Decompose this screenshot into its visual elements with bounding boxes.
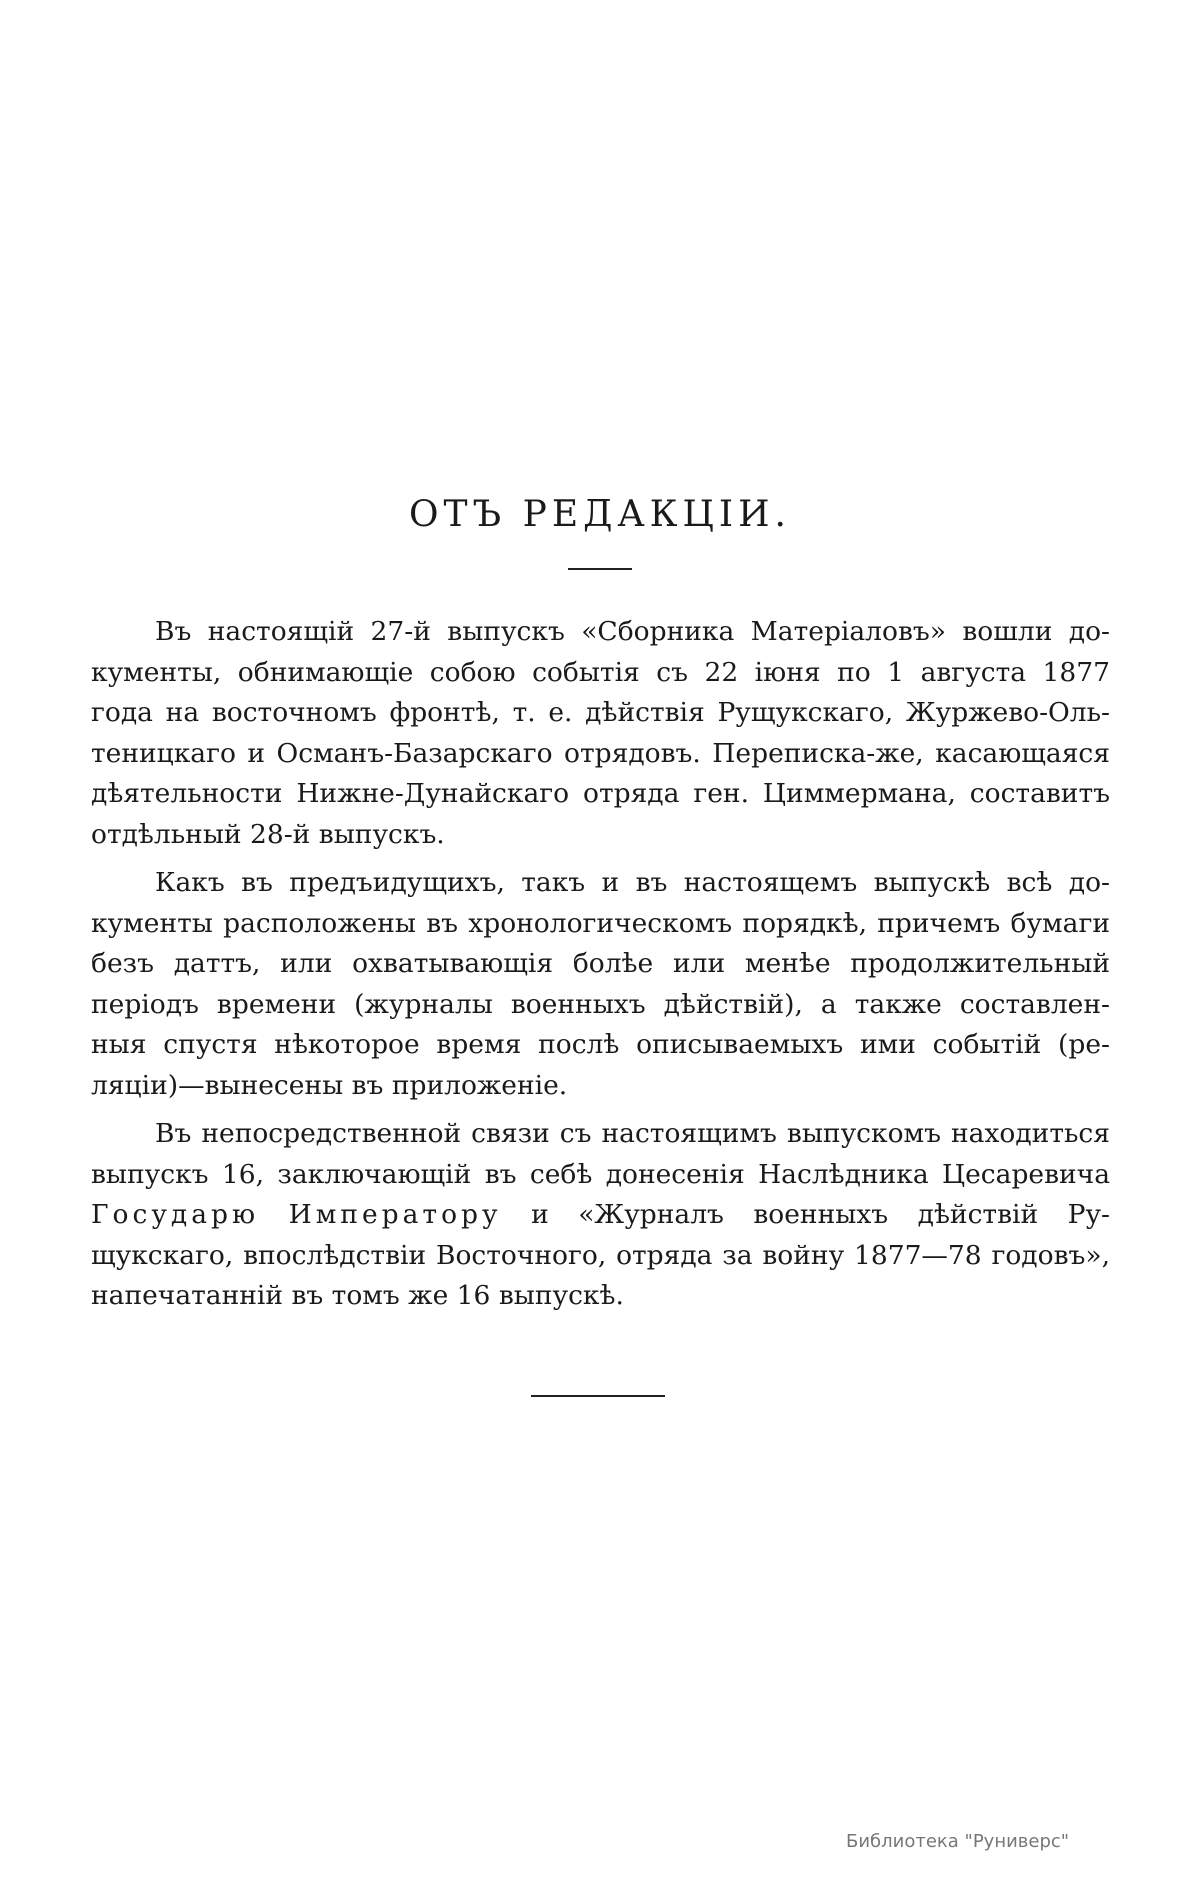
paragraph-line: кументы, обнимающіе собою событія съ 22 іюня по 1 августа 1877 [91, 656, 1110, 688]
library-credit: Библиотека "Руниверс" [846, 1831, 1070, 1852]
paragraph-line: кументы расположены въ хронологическомъ порядкѣ, причемъ бумаги [91, 907, 1110, 939]
paragraph-2 [91, 863, 1110, 1106]
paragraph-line: ныя спустя нѣкоторое время послѣ описываемыхъ ими событій (ре- [91, 1029, 1110, 1060]
paragraph-line: года на восточномъ фронтѣ, т. е. дѣйствія Рущукскаго, Журжево-Оль- [91, 697, 1110, 728]
body-text [91, 612, 1110, 1325]
paragraph-line: дѣятельности Нижне-Дунайскаго отряда ген. Циммермана, составитъ [91, 778, 1110, 809]
paragraph-line: Въ непосредственной связи съ настоящимъ выпускомъ находиться [155, 1118, 1110, 1149]
paragraph-line: теницкаго и Османъ-Базарскаго отрядовъ. Переписка-же, касающаяся [91, 737, 1110, 769]
title-divider [568, 568, 632, 570]
paragraph-line: Въ настоящій 27-й выпускъ «Сборника Матеріаловъ» вошли до- [155, 616, 1110, 647]
paragraph-line [91, 1195, 1110, 1236]
spaced-word-sovereign: Государю [91, 1199, 260, 1230]
end-divider [531, 1395, 665, 1397]
paragraph-line: щукскаго, впослѣдствіи Восточного, отряда за войну 1877—78 годовъ», [91, 1239, 1110, 1271]
paragraph-line: Какъ въ предъидущихъ, такъ и въ настоящемъ выпускѣ всѣ до- [155, 867, 1110, 898]
line-rest: и «Журналъ военныхъ дѣйствій Ру- [531, 1199, 1110, 1230]
paragraph-line: выпускъ 16, заключающій въ себѣ донесенія Наслѣдника Цесаревича [91, 1158, 1110, 1190]
paragraph-3 [91, 1114, 1110, 1317]
paragraph-line: отдѣльный 28-й выпускъ. [91, 818, 445, 850]
paragraph-line: ляціи)—вынесены въ приложеніе. [91, 1069, 568, 1101]
spaced-word-emperor: Императору [288, 1199, 502, 1230]
paragraph-1 [91, 612, 1110, 855]
page-title: ОТЪ РЕДАКЦІИ. [409, 494, 791, 535]
paragraph-line: напечатанній въ томъ же 16 выпускѣ. [91, 1280, 624, 1311]
paragraph-line: безъ даттъ, или охватывающія болѣе или менѣе продолжительный [91, 948, 1110, 979]
paragraph-line: періодъ времени (журналы военныхъ дѣйствій), а также составлен- [91, 988, 1110, 1020]
